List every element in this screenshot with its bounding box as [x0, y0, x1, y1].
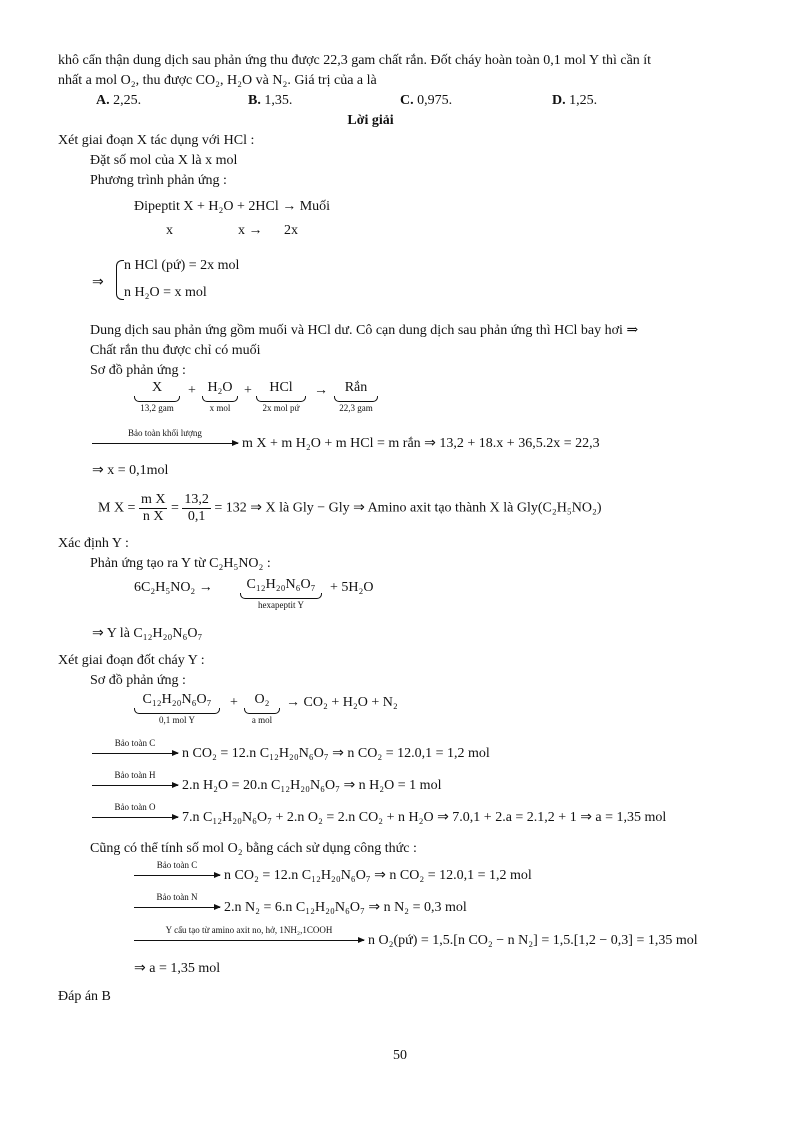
conservation-h-eq: 2.n H₂O = 20.n C₁₂H₂₀N₆O₇ ⇒ n H₂O = 1 mol — [182, 778, 442, 793]
choice-b: B. 1,35. — [248, 93, 293, 108]
equation-label: Phương trình phản ứng : — [90, 173, 227, 188]
conservation-c-eq: n CO₂ = 12.n C₁₂H₂₀N₆O₇ ⇒ n CO₂ = 12.0,1 = 1,2 mol — [182, 746, 490, 761]
scheme-label: Sơ đồ phản ứng : — [90, 363, 186, 378]
alt-method: Cũng có thể tính số mol O₂ bằng cách sử dụng công thức : — [90, 841, 417, 856]
scheme2-label: Sơ đồ phản ứng : — [90, 673, 186, 688]
ratio-x: x — [166, 223, 173, 238]
scheme1-arrow: → — [314, 383, 328, 398]
let-moles: Đặt số mol của X là x mol — [90, 153, 238, 168]
formation-left: 6C₂H₅NO₂ → — [134, 580, 213, 595]
problem-line-1: khô cẩn thận dung dịch sau phản ứng thu được 22,3 gam chất rắn. Đốt cháy hoàn toàn 0,1 mol Y thì cần ít — [58, 53, 652, 68]
conservation-o-arrow — [92, 817, 178, 818]
conservation-h-label: Bảo toàn H — [114, 770, 156, 780]
solution-title: Lời giải — [347, 113, 394, 128]
stage3-heading: Xét giai đoạn đốt cháy Y : — [58, 653, 205, 668]
system-brace — [116, 260, 124, 300]
page-number: 50 — [393, 1048, 407, 1063]
choice-d: D. 1,25. — [552, 93, 598, 108]
alt-conservation-n-arrow — [134, 907, 220, 908]
alt-conservation-n-eq: 2.n N₂ = 6.n C₁₂H₂₀N₆O₇ ⇒ n N₂ = 0,3 mol — [224, 900, 467, 915]
system-line-2: n H₂O = x mol — [124, 285, 207, 300]
mass-conservation-eq: m X + m H₂O + m HCl = m rắn ⇒ 13,2 + 18.x + 36,5.2x = 22,3 — [242, 436, 600, 451]
reaction-equation: Đipeptit X + H₂O + 2HCl → Muối — [134, 199, 331, 214]
scheme1-plus-2: + — [244, 383, 252, 398]
molar-mass-fraction-2: $\frac{13,2}{0,1}$ — [184, 492, 209, 524]
scheme2-o2: O₂ a mol — [242, 692, 282, 725]
after-text-2: Chất rắn thu được chỉ có muối — [90, 343, 261, 358]
molar-mass-line: M X = $\frac{\text{m X}}{\text{n X}}$ = $\frac{13,2}{0,1}$ = 132 ⇒ X là Gly − Gly ⇒ Amino axit tạo thành X là Gly(C₂H₅NO₂) — [98, 492, 602, 524]
choice-a: A. 2,25. — [96, 93, 142, 108]
scheme2-products: → CO₂ + H₂O + N₂ — [286, 695, 398, 710]
scheme1-x: X 13,2 gam — [132, 380, 182, 413]
conservation-o-eq: 7.n C₁₂H₂₀N₆O₇ + 2.n O₂ = 2.n CO₂ + n H₂O ⇒ 7.0,1 + 2.a = 2.1,2 + 1 ⇒ a = 1,35 mol — [182, 810, 667, 825]
scheme2-plus: + — [230, 695, 238, 710]
a-result: ⇒ a = 1,35 mol — [134, 961, 221, 976]
ratio-2x: 2x — [284, 223, 298, 238]
conservation-h-arrow — [92, 785, 178, 786]
conservation-o-label: Bảo toàn O — [114, 802, 156, 812]
problem-line-2: nhất a mol O₂, thu được CO₂, H₂O và N₂. Giá trị của a là — [58, 73, 377, 88]
formation-label: Phản ứng tạo ra Y từ C₂H₅NO₂ : — [90, 556, 271, 571]
formation-product: C₁₂H₂₀N₆O₇ hexapeptit Y — [238, 577, 324, 610]
scheme1-plus-1: + — [188, 383, 196, 398]
scheme1-h2o: H₂O x mol — [200, 380, 240, 413]
alt-structure-eq: n O₂(pứ) = 1,5.[n CO₂ − n N₂] = 1,5.[1,2 − 0,3] = 1,35 mol — [368, 933, 698, 948]
alt-conservation-c-arrow — [134, 875, 220, 876]
conservation-c-arrow — [92, 753, 178, 754]
alt-structure-arrow — [134, 940, 364, 941]
system-line-1: n HCl (pứ) = 2x mol — [124, 258, 240, 273]
ratio-x-arrow: x → — [238, 223, 263, 238]
scheme1-solid: Rắn 22,3 gam — [332, 380, 380, 413]
alt-conservation-c-eq: n CO₂ = 12.n C₁₂H₂₀N₆O₇ ⇒ n CO₂ = 12.0,1 = 1,2 mol — [224, 868, 532, 883]
molar-mass-fraction-1: $\frac{\text{m X}}{\text{n X}}$ — [140, 492, 166, 524]
mass-conservation-arrow — [92, 443, 238, 444]
after-text-1: Dung dịch sau phản ứng gồm muối và HCl dư. Cô cạn dung dịch sau phản ứng thì HCl bay hơi ⇒ — [90, 323, 639, 338]
conservation-c-label: Bảo toàn C — [114, 738, 156, 748]
alt-conservation-n-label: Bảo toàn N — [156, 892, 198, 902]
final-answer: Đáp án B — [58, 989, 111, 1004]
stage2-heading: Xác định Y : — [58, 536, 129, 551]
scheme2-y: C₁₂H₂₀N₆O₇ 0,1 mol Y — [132, 692, 222, 725]
scheme1-hcl: HCl 2x mol pứ — [254, 380, 308, 413]
alt-conservation-c-label: Bảo toàn C — [156, 860, 198, 870]
system-implies: ⇒ — [92, 275, 104, 290]
choice-c: C. 0,975. — [400, 93, 453, 108]
y-result: ⇒ Y là C₁₂H₂₀N₆O₇ — [92, 626, 203, 641]
x-result: ⇒ x = 0,1mol — [92, 463, 169, 478]
mass-conservation-label: Bảo toàn khối lượng — [128, 428, 202, 438]
alt-structure-label: Y cấu tạo từ amino axit no, hở, 1NH₂,1COOH — [165, 925, 333, 935]
formation-right: + 5H₂O — [330, 580, 374, 595]
stage1-heading: Xét giai đoạn X tác dụng với HCl : — [58, 133, 255, 148]
